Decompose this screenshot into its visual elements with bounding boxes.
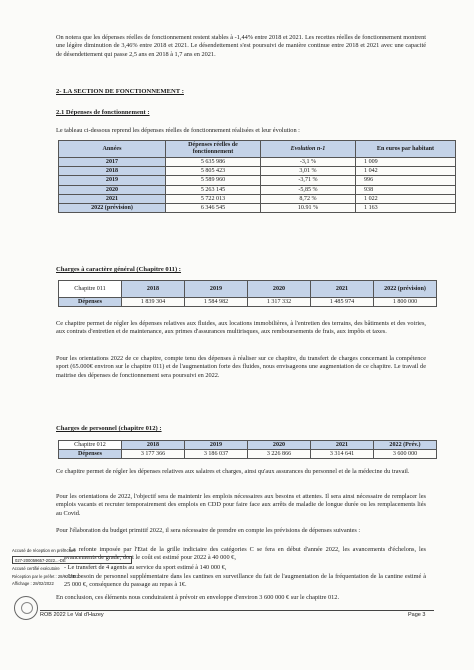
fonctionnement-table (58, 140, 456, 213)
table-header: Années (59, 141, 166, 158)
stamp-line: Affichage : 28/02/2022 (12, 581, 54, 586)
table-header: Evolution n-1 (261, 141, 356, 158)
stamp-line: Réception par le préfet : 28/02/2022 (12, 574, 79, 579)
paragraph-011-description: Ce chapitre permet de régler les dépenses relatives aux fluides, aux locations immobilières, à l'entretien des terrains, des bâtiments et des voiries, aux contrats d'entretien et de maintenance, aux primes d'assurances multirisques, aux remboursements de frais, aux impôts et taxes. (56, 320, 426, 336)
table-row: 2019 5 589 960 -3,71 % 996 (59, 176, 456, 185)
table-header: 2018 (122, 281, 185, 298)
intro-paragraph: On notera que les dépenses réelles de fonctionnement restent stables à -1,44% entre 2018 et 2021. Les recettes réelles de fonctionnement montrent une légère diminution de 3,46% entre 2018 et 2021. Le désendettement s'est poursuivi de manière continue entre 2018 et 2021 avec une capacité de désendettement qui passe 2,5 ans en 2018 à 1,7 ans en 2021. (56, 34, 426, 58)
footer-left: ROB 2022 Le Val d'Hazey (40, 612, 104, 618)
charges-011-title: Charges à caractère général (Chapitre 011) : (56, 266, 182, 273)
paragraph-012-description: Ce chapitre permet de régler les dépenses relatives aux salaires et charges, ainsi qu'aux assurances du personnel et de la médecine du travail. (56, 468, 410, 475)
table-header: 2021 (311, 281, 374, 298)
table-header: Dépenses réelles de fonctionnement (166, 141, 261, 158)
paragraph-011-orientations: Pour les orientations 2022 de ce chapitre, compte tenu des dépenses à réaliser sur ce chapitre, du transfert de charges concernant la compétence sport (65.000€ environ sur le chapitre 011) et de l'augmentation forte des fluides, nous envisageons une augmentation de ce chapitre. Le travail de maitrise des dépenses de fonctionnement sera poursuivi en 2022. (56, 355, 426, 379)
bullet-item: - La refonte imposée par l'Etat de la grille indiciaire des catégories C se fera en début d'année 2022, les avancements d'échelons, les avancements de grade, dont le coût est estimé pour 2022 à 40 000 €, (64, 546, 426, 562)
table-header: 2020 (248, 281, 311, 298)
table-header: 2021 (311, 441, 374, 450)
table-row: 2020 5 263 145 -5,85 % 938 (59, 185, 456, 194)
table-header: 2022 (prévision) (374, 281, 437, 298)
table-row: Dépenses 3 177 366 3 186 037 3 226 866 3 314 641 3 600 000 (59, 450, 437, 459)
table-header: 2022 (Prév.) (374, 441, 437, 450)
table-row: 2017 5 635 986 -3,1 % 1 009 (59, 158, 456, 167)
table-row: 2022 (prévision) 6 346 545 10.91 % 1 163 (59, 204, 456, 213)
table-row: 2018 5 805 423 3,01 % 1 042 (59, 167, 456, 176)
chapitre-011-table (58, 280, 437, 307)
sub-title: 2.1 Dépenses de fonctionnement : (56, 109, 150, 116)
table1-intro: Le tableau ci-dessous reprend les dépenses réelles de fonctionnement réalisées et leur évolution : (56, 127, 300, 134)
bullet-item: - Le transfert de 4 agents au service du sport estimé à 140 000 €, (64, 564, 227, 571)
table-header: 2018 (122, 441, 185, 450)
charges-012-title: Charges de personnel (chapitre 012) : (56, 425, 162, 432)
paragraph-012-orientations: Pour les orientations de 2022, l'objectif sera de maintenir les emplois nécessaires aux besoins et attentes. Il sera ainsi nécessaire de remplacer les emplois vacants et recruter temporairement des emplois en CDD pour faire face aux arrêts de maladie de longue durée ou les remplacements liés au Covid. (56, 493, 426, 517)
table-row: 2021 5 722 013 8,72 % 1 022 (59, 194, 456, 203)
table-row: Dépenses 1 839 304 1 584 982 1 317 332 1 485 974 1 800 000 (59, 298, 437, 307)
conclusion-paragraph: En conclusion, ces éléments nous conduiraient à prévoir en enveloppe d'environ 3 600 000 € sur le chapitre 012. (56, 594, 340, 601)
chapitre-012-table (58, 440, 437, 459)
municipality-logo (14, 596, 38, 620)
footer-page-number: Page 3 (408, 612, 426, 618)
table-header: Chapitre 012 (59, 441, 122, 450)
table-header: 2019 (185, 281, 248, 298)
table-header: En euros par habitant (356, 141, 456, 158)
stamp-line: Accusé de réception en préfecture (12, 548, 76, 553)
stamp-line: Accusé certifié exécutoire (12, 566, 60, 571)
table-header: 2019 (185, 441, 248, 450)
footer-divider (40, 610, 434, 611)
bullet-item: - Un besoin de personnel supplémentaire dans les cantines en surveillance du fait de l'augmentation de la fréquentation de la cantine estimé à 25 000 €, conséquence du passage au repas à 1€. (64, 573, 426, 589)
table-header: Chapitre 011 (59, 281, 122, 298)
table-header: 2020 (248, 441, 311, 450)
paragraph-012-budget: Pour l'élaboration du budget primitif 2022, il sera nécessaire de prendre en compte les prévisions de dépenses suivantes : (56, 527, 361, 534)
stamp-id-box: 027-200059657-2022...-DE (12, 556, 132, 564)
section-title: 2- LA SECTION DE FONCTIONNEMENT : (56, 88, 184, 95)
